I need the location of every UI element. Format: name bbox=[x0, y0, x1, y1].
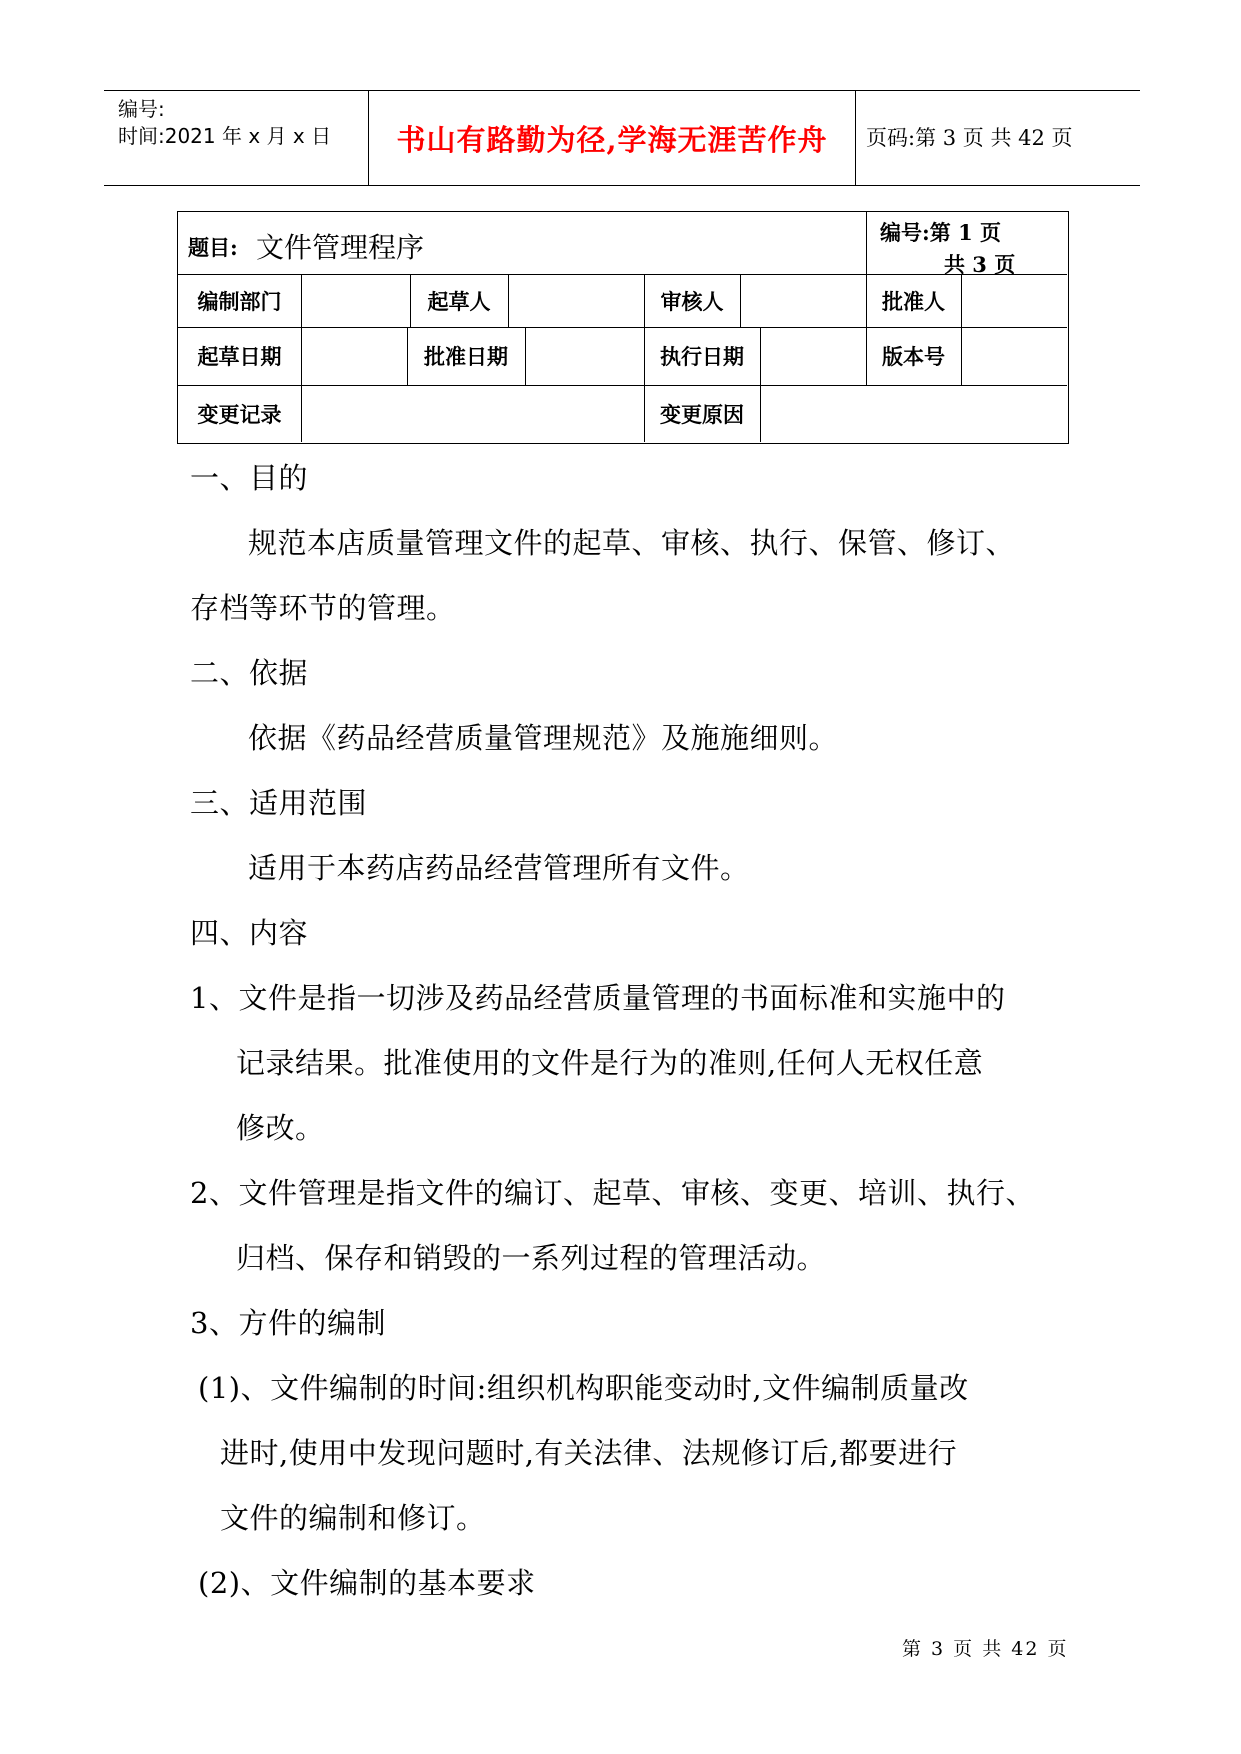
header-page-number: 页码:第 3 页 共 42 页 bbox=[866, 126, 1073, 150]
document-time: 时间:2021 年 x 月 x 日 bbox=[118, 124, 332, 148]
label-approver: 批准人 bbox=[882, 288, 945, 314]
label-reviewer: 审核人 bbox=[660, 288, 724, 314]
list-item-line: 记录结果。批准使用的文件是行为的准则,任何人无权任意 bbox=[236, 1046, 984, 1080]
title-label: 题目: bbox=[188, 235, 238, 260]
list-item-line: 修改。 bbox=[236, 1111, 325, 1145]
header-page-cell bbox=[856, 91, 1140, 185]
table-rule bbox=[525, 327, 526, 385]
code-page-label: 编号:第 1 页 bbox=[880, 220, 1001, 245]
label-drafter: 起草人 bbox=[427, 288, 491, 314]
list-item-line: 1、文件是指一切涉及药品经营质量管理的书面标准和实施中的 bbox=[190, 981, 1006, 1015]
table-rule bbox=[760, 327, 761, 442]
label-approval-date: 批准日期 bbox=[424, 344, 508, 369]
section-heading: 一、目的 bbox=[190, 461, 309, 495]
sub-item-line: (1)、文件编制的时间:组织机构职能变动时,文件编制质量改 bbox=[198, 1371, 969, 1405]
table-rule bbox=[740, 274, 741, 327]
paragraph-line: 规范本店质量管理文件的起草、审核、执行、保管、修订、 bbox=[248, 526, 1016, 560]
sub-item-line: (2)、文件编制的基本要求 bbox=[198, 1566, 536, 1600]
list-item-line: 归档、保存和销毁的一系列过程的管理活动。 bbox=[236, 1241, 827, 1275]
sub-item-line: 文件的编制和修订。 bbox=[220, 1501, 486, 1535]
paragraph-line: 适用于本药店药品经营管理所有文件。 bbox=[248, 851, 750, 885]
sub-item-line: 进时,使用中发现问题时,有关法律、法规修订后,都要进行 bbox=[220, 1436, 958, 1470]
code-total-pages: 共 3 页 bbox=[944, 252, 1016, 277]
document-title: 文件管理程序 bbox=[256, 231, 425, 264]
footer-page-number: 第 3 页 共 42 页 bbox=[902, 1638, 1069, 1660]
label-change-reason: 变更原因 bbox=[660, 401, 744, 427]
paragraph-line: 依据《药品经营质量管理规范》及施施细则。 bbox=[248, 721, 839, 755]
label-effective-date: 执行日期 bbox=[660, 344, 744, 369]
section-heading: 二、依据 bbox=[190, 656, 309, 690]
label-version: 版本号 bbox=[882, 344, 945, 369]
table-rule bbox=[508, 274, 509, 327]
label-compiling-dept: 编制部门 bbox=[197, 288, 282, 314]
list-item-line: 3、方件的编制 bbox=[190, 1306, 386, 1340]
section-heading: 三、适用范围 bbox=[190, 786, 368, 820]
paragraph-line: 存档等环节的管理。 bbox=[190, 591, 456, 625]
table-rule bbox=[301, 274, 302, 442]
header-motto: 书山有路勤为径,学海无涯苦作舟 bbox=[396, 123, 828, 157]
table-rule bbox=[961, 274, 962, 385]
label-change-record: 变更记录 bbox=[197, 401, 282, 427]
label-draft-date: 起草日期 bbox=[197, 344, 282, 369]
list-item-line: 2、文件管理是指文件的编订、起草、审核、变更、培训、执行、 bbox=[190, 1176, 1035, 1210]
header-motto-cell bbox=[368, 91, 856, 185]
table-rule bbox=[178, 385, 1067, 386]
document-info-table bbox=[177, 211, 1069, 444]
document-number-label: 编号: bbox=[118, 97, 165, 121]
section-heading: 四、内容 bbox=[190, 916, 309, 950]
page-header bbox=[104, 90, 1140, 186]
header-meta bbox=[104, 91, 368, 185]
